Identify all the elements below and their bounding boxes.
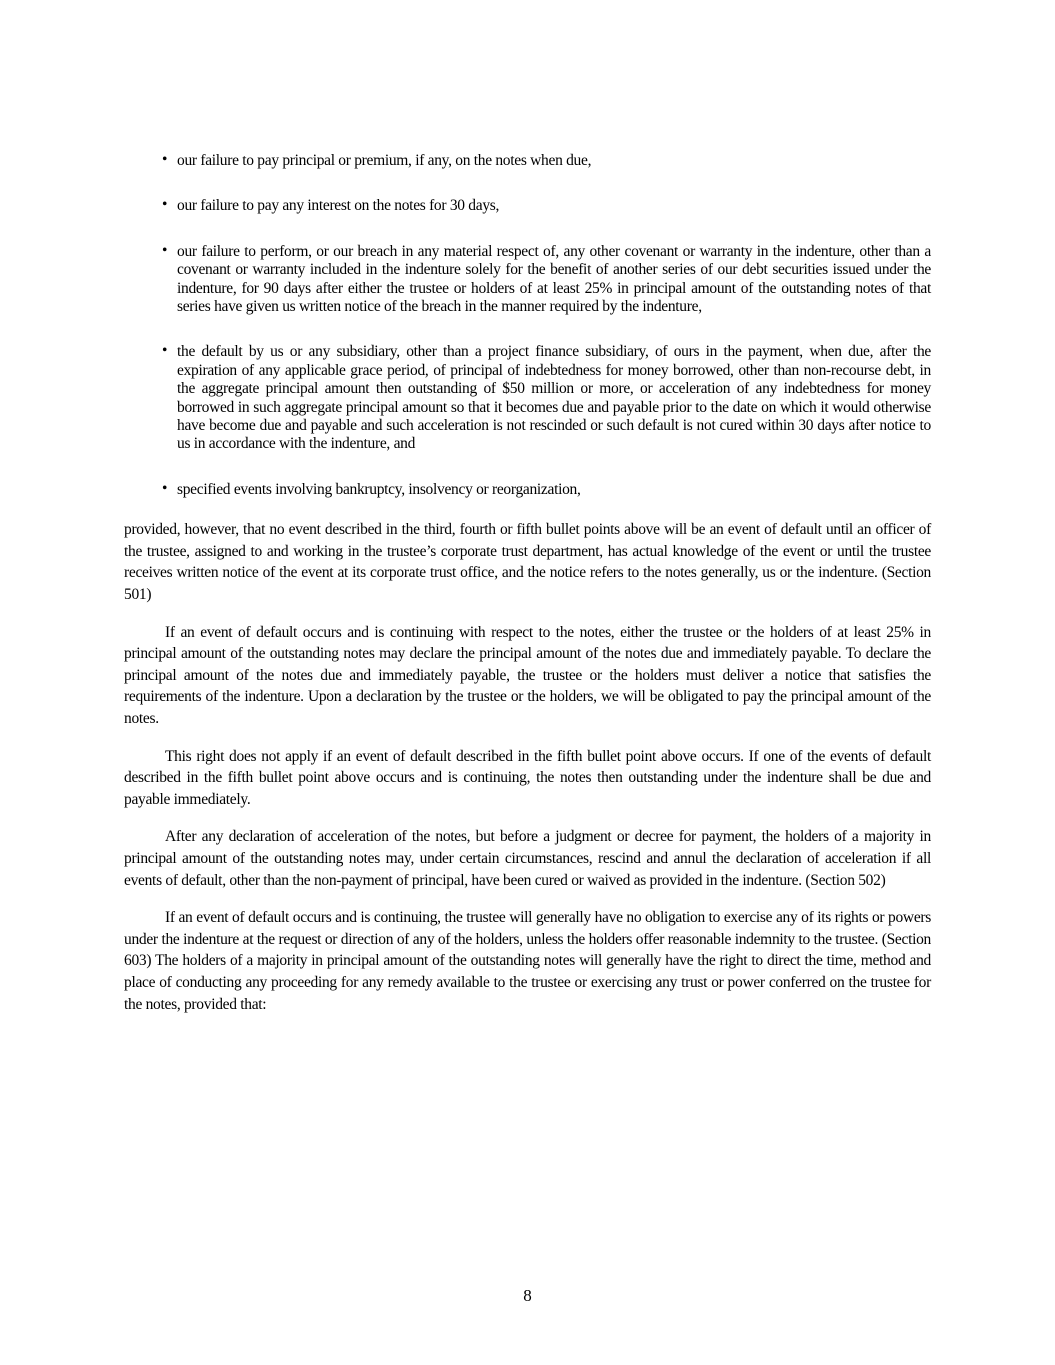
bullet-item [124,243,931,317]
bullet-text: our failure to pay principal or premium, if any, on the notes when due, [177,152,592,169]
paragraph-trustee-obligation: If an event of default occurs and is continuing, the trustee will generally have no obligation to exercise any of its rights or powers under the indenture at the request or direction of any of the holders, unless the holders offer reasonable indemnity to the trustee. (Section 603) The holders of a majority in principal amount of the outstanding notes will generally have the right to direct the time, method and place of conducting any proceeding for any remedy available to the trustee or exercising any trust or power conferred on the trustee for the notes, provided that: [124,909,931,1013]
page-content [124,152,931,1031]
paragraph-rescind-annul: After any declaration of acceleration of the notes, but before a judgment or decree for payment, the holders of a majority in principal amount of the outstanding notes may, under certain circumstances, rescind and annul the declaration of acceleration if all events of default, other than the non-payment of principal, have been cured or waived as provided in the indenture. (Section 502) [124,828,931,889]
paragraph-right-exception: This right does not apply if an event of default described in the fifth bullet point above occurs. If one of the events of default described in the fifth bullet point above occurs and is continuing, the notes then outstanding under the indenture shall be due and payable immediately. [124,747,931,808]
bullet-icon: • [162,151,168,168]
page-number: 8 [523,1286,532,1305]
paragraph-declaration-right: If an event of default occurs and is continuing with respect to the notes, either the trustee or the holders of at least 25% in principal amount of the outstanding notes may declare the principal amount of the notes due and immediately payable. To declare the principal amount of the notes due and immediately payable, the trustee or the holders must deliver a notice that satisfies the requirements of the indenture. Upon a declaration by the trustee or the holders, we will be obligated to pay the principal amount of the notes. [124,623,931,728]
bullet-text: specified events involving bankruptcy, insolvency or reorganization, [177,480,581,498]
bullet-icon: • [162,196,168,214]
bullet-text: the default by us or any subsidiary, other than a project finance subsidiary, of ours in the payment, when due, after the expiration of any applicable grace period, of principal of indebtedness for money borrowed, other than non-recourse debt, in the aggregate principal amount then outstanding of $50 million or more, or acceleration of any indebtedness for money borrowed in such aggregate principal amount so that it becomes due and payable prior to the date on which it would otherwise have become due and payable and such acceleration is not rescinded or such default is not cured within 30 days after notice to us in accordance with the indenture, and [177,343,931,453]
bullet-item [124,152,931,170]
bullet-list [124,152,931,499]
bullet-text: our failure to pay any interest on the notes for 30 days, [177,197,500,215]
bullet-icon: • [162,342,168,360]
bullet-item [124,481,931,499]
bullet-item [124,197,931,215]
bullet-text: our failure to perform, or our breach in any material respect of, any other covenant or warranty in the indenture, other than a covenant or warranty included in the indenture solely for the benefit of another series of our debt securities issued under the indenture, for 90 days after either the trustee or holders of at least 25% in principal amount of the outstanding notes of that series have given us written notice of the breach in the manner required by the indenture, [177,242,931,316]
bullet-item [124,343,931,453]
paragraph-proviso: provided, however, that no event described in the third, fourth or fifth bullet points above will be an event of default until an officer of the trustee, assigned to and working in the trustee’s corporate trust department, has actual knowledge of the event or until the trustee receives written notice of the event at its corporate trust office, and the notice refers to the notes generally, us or the indenture. (Section 501) [124,521,931,604]
bullet-icon: • [162,241,168,259]
bullet-icon: • [162,479,168,497]
